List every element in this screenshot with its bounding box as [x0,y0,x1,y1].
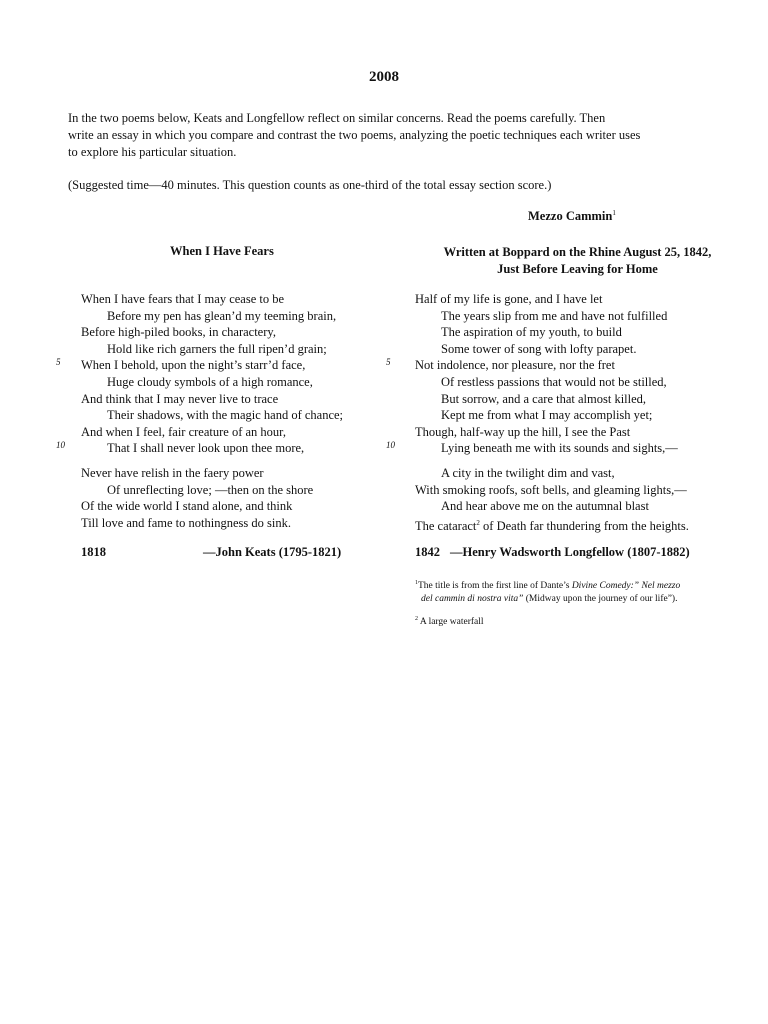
longfellow-poem [415,291,689,531]
poem-line: And think that I may never live to trace [81,391,279,406]
poem-line: Till love and fame to nothingness do sink. [81,515,291,530]
footnote-mark: 2 [415,616,418,622]
poem-line: That I shall never look upon thee more, [107,441,305,456]
keats-title: When I Have Fears [170,244,274,258]
footnote-1 [415,577,680,606]
poem-line: When I have fears that I may cease to be [81,292,285,306]
time-note: (Suggested time—40 minutes. This question counts as one-third of the total essay section score.) [68,178,552,192]
intro-paragraph [68,110,640,161]
poem-line: Hold like rich garners the full ripen’d grain; [107,341,327,356]
poem-line: A city in the twilight dim and vast, [441,465,615,480]
footnote-italic: del cammin di nostra vita” [421,594,524,605]
poem-line: Half of my life is gone, and I have let [415,292,603,306]
line-number: 10 [386,440,395,450]
poem-line: Kept me from what I may accomplish yet; [441,408,653,423]
poem-line: Before my pen has glean’d my teeming brain, [107,308,337,323]
poem-line: The aspiration of my youth, to build [441,325,622,340]
footnote-ref: 1 [612,209,616,217]
intro-line: to explore his particular situation. [68,145,237,159]
poem-line: And when I feel, fair creature of an hour, [81,424,286,439]
keats-author: —John Keats (1795-1821) [203,545,342,559]
poem-line: Of the wide world I stand alone, and think [81,499,293,514]
poem-line: And hear above me on the autumnal blast [441,499,649,514]
poem-line: Some tower of song with lofty parapet. [441,341,637,356]
longfellow-subtitle [415,244,740,278]
intro-line: In the two poems below, Keats and Longfellow reflect on similar concerns. Read the poems carefully. Then [68,111,606,125]
poem-line: But sorrow, and a care that almost killed, [441,391,647,406]
poem-line: Never have relish in the faery power [81,465,264,480]
poem-line: Not indolence, nor pleasure, nor the fret [415,358,615,373]
line-number: 5 [56,357,61,367]
footnote-ref: 2 [476,518,480,527]
footnote-mark: 1 [415,580,418,586]
longfellow-title [528,209,616,224]
longfellow-date: 1842 [415,545,440,559]
keats-poem [81,291,343,531]
poem-line: Though, half-way up the hill, I see the Past [415,424,631,439]
poem-line: Lying beneath me with its sounds and sights,— [441,441,678,456]
poem-line: Huge cloudy symbols of a high romance, [107,374,313,389]
poem-line: Before high-piled books, in charactery, [81,325,276,340]
footnote-text: (Midway upon the journey of our life”). [523,594,678,605]
poem-line: When I behold, upon the night’s starr’d face, [81,358,306,373]
poem-line [415,515,689,532]
line-number: 5 [386,357,391,367]
footnote-2 [415,616,484,627]
line-number: 10 [56,440,65,450]
poem-line: Of unreflecting love; —then on the shore [107,482,314,497]
poem-line: With smoking roofs, soft bells, and gleaming lights,— [415,482,687,497]
longfellow-title-text: Mezzo Cammin [528,209,613,224]
longfellow-subtitle-line: Just Before Leaving for Home [497,262,658,276]
poem-line: Their shadows, with the magic hand of chance; [107,408,344,423]
longfellow-author: —Henry Wadsworth Longfellow (1807-1882) [450,545,690,559]
intro-line: write an essay in which you compare and contrast the two poems, analyzing the poetic techniques each writer uses [68,128,641,142]
footnote-text: The title is from the first line of Dante’s [418,581,572,592]
poem-line: Of restless passions that would not be stilled, [441,374,667,389]
poem-line-part: of Death far thundering from the heights. [479,518,689,533]
poem-line-part: The cataract [415,518,477,533]
poem-line: The years slip from me and have not fulfilled [441,308,668,323]
keats-date: 1818 [81,545,106,559]
page-title: 2008 [369,69,399,85]
longfellow-subtitle-line: Written at Boppard on the Rhine August 25, 1842, [443,245,712,259]
footnote-text: A large waterfall [419,617,484,628]
footnote-italic: Divine Comedy:” Nel mezzo [571,581,681,592]
